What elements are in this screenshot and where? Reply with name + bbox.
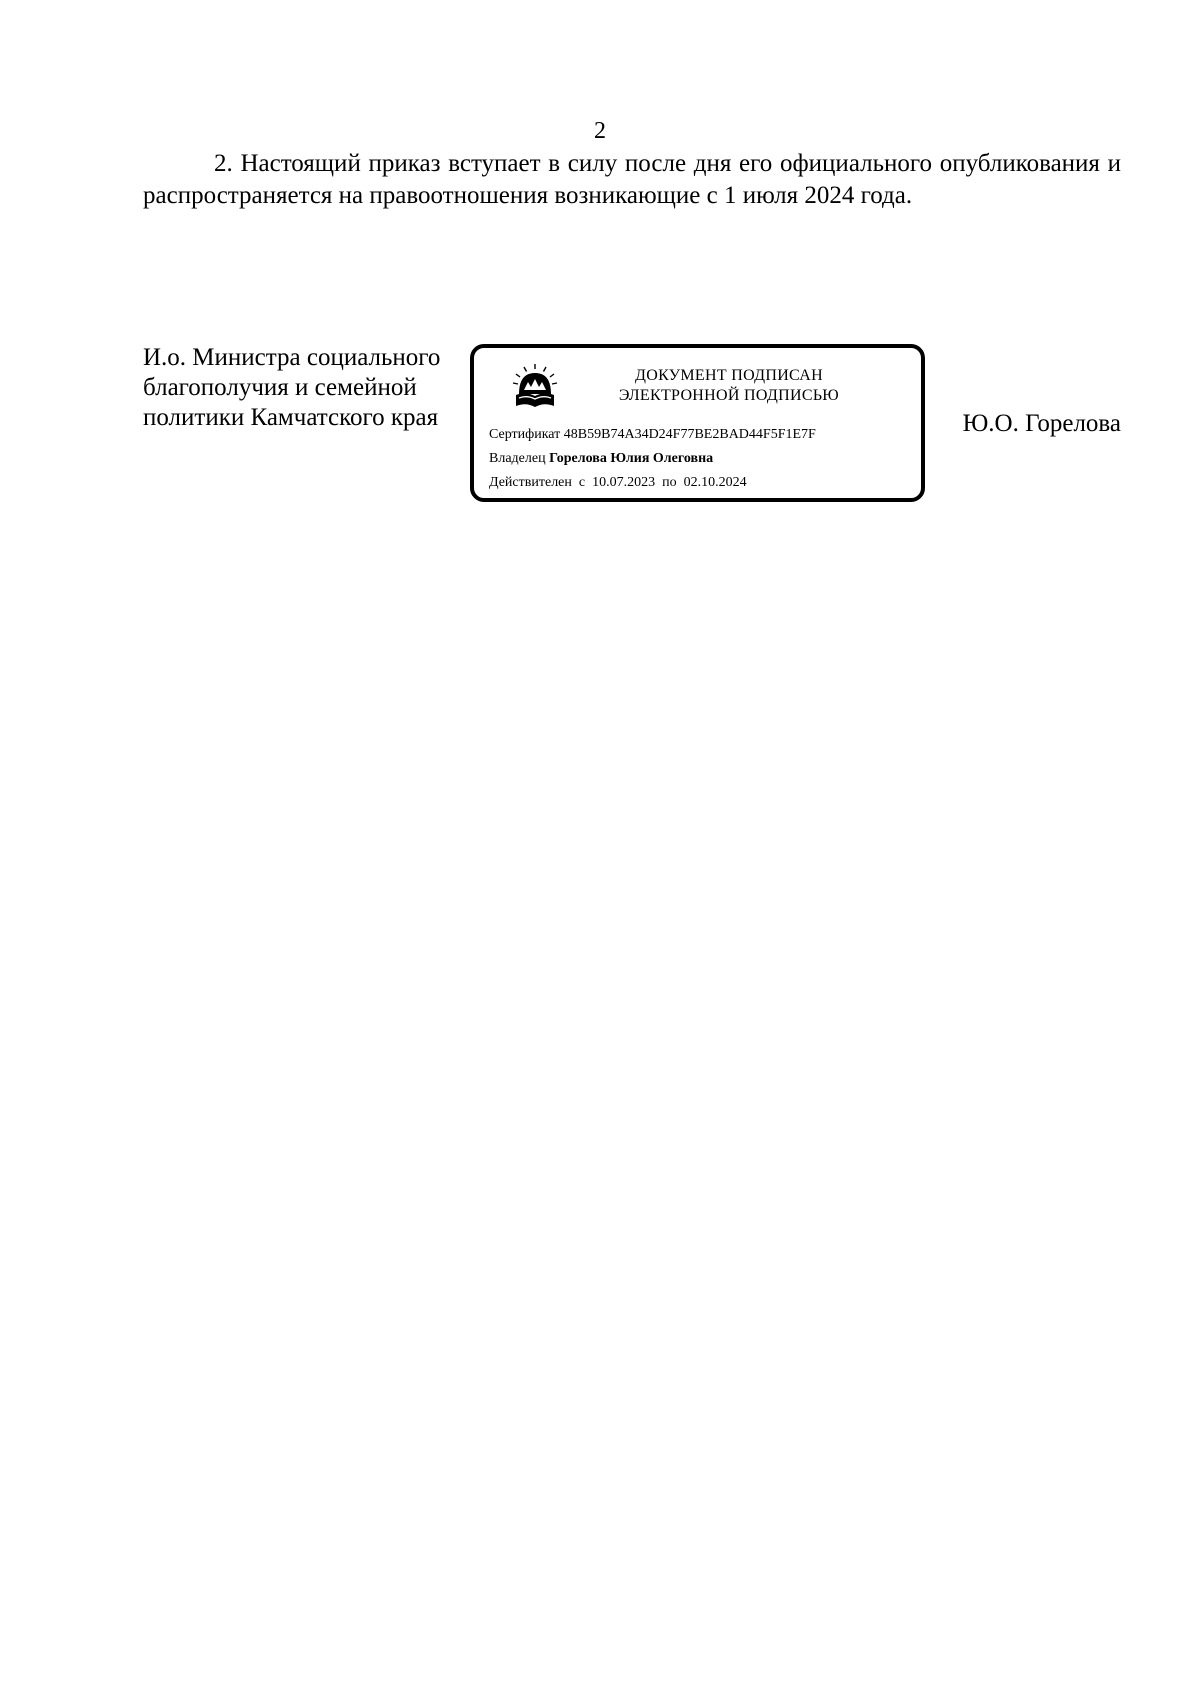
owner-label: Владелец [489, 451, 546, 466]
page-number: 2 [594, 118, 606, 144]
order-paragraph: 2. Настоящий приказ вступает в силу после дня его официального опубликования и распространяется на правоотношения возникающие с 1 июля 2024 года. [143, 150, 1121, 209]
owner-value: Горелова Юлия Олеговна [549, 451, 714, 466]
valid-label: Действителен [489, 475, 572, 490]
certificate-label: Сертификат [489, 427, 561, 442]
signer-title-line: благополучия и семейной [143, 374, 417, 401]
stamp-certificate [489, 426, 816, 444]
stamp-validity [489, 474, 747, 492]
stamp-owner [489, 450, 713, 468]
valid-from-date: 10.07.2023 [592, 475, 656, 490]
kamchatka-emblem-icon [510, 362, 560, 412]
stamp-heading-line: ЭЛЕКТРОННОЙ ПОДПИСЬЮ [618, 387, 840, 404]
certificate-value: 48B59B74A34D24F77BE2BAD44F5F1E7F [563, 427, 816, 442]
valid-to-date: 02.10.2024 [683, 475, 747, 490]
stamp-heading [579, 366, 879, 406]
signer-name: Ю.О. Горелова [962, 410, 1121, 437]
electronic-signature-stamp [470, 344, 925, 502]
stamp-heading-line: ДОКУМЕНТ ПОДПИСАН [635, 367, 823, 384]
valid-to-label: по [662, 475, 677, 490]
signer-title-line: И.о. Министра социального [143, 344, 441, 371]
signer-title [143, 343, 473, 433]
valid-from-label: с [578, 475, 586, 490]
signer-title-line: политики Камчатского края [143, 404, 439, 431]
